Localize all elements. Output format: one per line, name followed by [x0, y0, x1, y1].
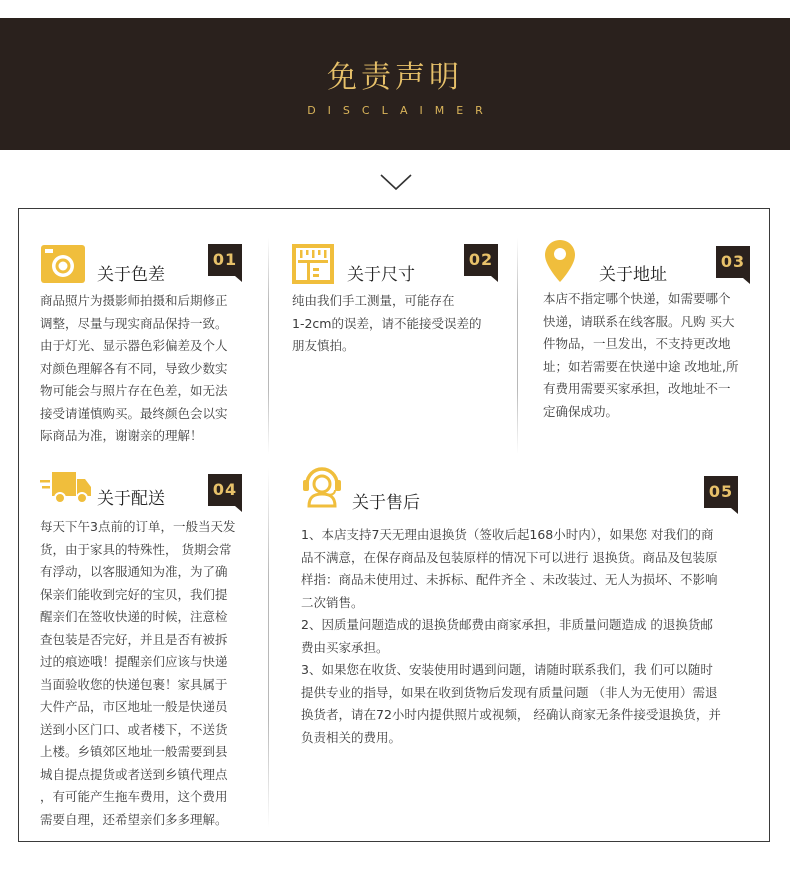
section-body — [292, 290, 507, 358]
body-line: 3、如果您在收货、安装使用时遇到问题，请随时联系我们，我 们可以随时 — [301, 662, 713, 677]
section-color-difference — [40, 244, 250, 444]
body-line: 查包装是否完好，并且是否有被拆 — [40, 631, 228, 647]
body-line: 城自提点提货或者送到乡镇代理点 — [40, 766, 228, 782]
section-delivery — [40, 470, 255, 830]
body-line: 过的痕迹哦！提醒亲们应该与快递 — [40, 654, 228, 669]
divider — [517, 238, 518, 454]
location-pin-icon — [543, 238, 577, 284]
body-line: 本店不指定哪个快递，如需要哪个 — [543, 291, 731, 306]
body-line: 费由买家承担。 — [301, 639, 389, 655]
ruler-icon — [292, 244, 334, 284]
page-subtitle: DISCLAIMER — [307, 104, 495, 117]
section-heading: 关于配送 — [97, 489, 165, 509]
section-heading: 关于售后 — [352, 493, 420, 513]
body-line: 定确保成功。 — [543, 403, 619, 419]
section-number-badge: 05 — [704, 476, 738, 508]
section-number-badge: 04 — [208, 474, 242, 506]
body-line: 负责相关的费用。 — [301, 729, 402, 745]
section-heading: 关于尺寸 — [347, 265, 415, 285]
body-line: 址；如若需要在快递中途 改地址,所 — [543, 358, 739, 374]
body-line: 有费用需要买家承担，改地址不一 — [543, 381, 731, 396]
body-line: 二次销售。 — [301, 594, 364, 610]
section-body — [301, 524, 756, 749]
body-line: 调整，尽量与现实商品保持一致。 — [40, 315, 228, 331]
section-body — [40, 290, 255, 448]
section-after-sales — [299, 462, 754, 762]
section-body — [543, 288, 758, 423]
body-line: 由于灯光、显示器色彩偏差及个人 — [40, 338, 228, 353]
header-banner — [0, 18, 790, 150]
section-size — [292, 244, 502, 444]
body-line: 有浮动，以客服通知为准，为了确 — [40, 564, 228, 579]
body-line: 醒亲们在签收快递的时候，注意检 — [40, 609, 228, 624]
body-line: 当面验收您的快递包裹！家具属于 — [40, 676, 228, 692]
body-line: 每天下午3点前的订单，一般当天发 — [40, 519, 236, 534]
section-number-badge: 02 — [464, 244, 498, 276]
body-line: 接受请谨慎购买。最终颜色会以实 — [40, 405, 228, 421]
customer-service-icon — [299, 462, 345, 508]
body-line: 送到小区门口、或者楼下，不送货 — [40, 721, 228, 737]
body-line: 上楼。乡镇郊区地址一般需要到县 — [40, 744, 228, 759]
body-line: 大件产品，市区地址一般是快递员 — [40, 699, 228, 714]
body-line: ，有可能产生拖车费用，这个费用 — [40, 789, 228, 804]
section-heading: 关于色差 — [97, 265, 165, 285]
section-heading: 关于地址 — [599, 265, 667, 285]
chevron-down-icon — [379, 172, 413, 192]
section-address — [543, 238, 758, 438]
body-line: 件物品，一旦发出，不支持更改地 — [543, 336, 731, 351]
body-line: 2、因质量问题造成的退换货邮费由商家承担，非质量问题造成 的退换货邮 — [301, 617, 713, 632]
body-line: 保亲们能收到完好的宝贝，我们提 — [40, 586, 228, 602]
body-line: 1、本店支持7天无理由退换货（签收后起168小时内），如果您 对我们的商 — [301, 527, 714, 542]
page-title: 免责声明 — [327, 60, 463, 95]
body-line: 朋友慎拍。 — [292, 338, 355, 353]
body-line: 换货者，请在72小时内提供照片或视频， 经确认商家无条件接受退换货，并 — [301, 707, 721, 722]
body-line: 1-2cm的误差，请不能接受误差的 — [292, 315, 482, 331]
body-line: 品不满意，在保存商品及包装原样的情况下可以进行 退换货。商品及包装原 — [301, 549, 718, 565]
body-line: 对颜色理解各有不同，导致少数实 — [40, 360, 228, 376]
divider — [268, 468, 269, 828]
body-line: 需要自理，还希望亲们多多理解。 — [40, 811, 228, 827]
body-line: 货，由于家具的特殊性， 货期会常 — [40, 541, 232, 557]
delivery-truck-icon — [40, 470, 92, 506]
body-line: 际商品为准，谢谢亲的理解！ — [40, 428, 203, 443]
body-line: 商品照片为摄影师拍摄和后期修正 — [40, 293, 228, 308]
camera-icon — [40, 244, 86, 284]
section-number-badge: 03 — [716, 246, 750, 278]
body-line: 提供专业的指导，如果在收到货物后发现有质量问题 （非人为无使用）需退 — [301, 684, 718, 700]
body-line: 纯由我们手工测量，可能存在 — [292, 293, 455, 308]
divider — [268, 238, 269, 454]
section-number-badge: 01 — [208, 244, 242, 276]
body-line: 物可能会与照片存在色差，如无法 — [40, 383, 228, 398]
body-line: 快递，请联系在线客服。凡购 买大 — [543, 313, 735, 329]
section-body — [40, 516, 255, 831]
body-line: 样指：商品未使用过、未拆标、配件齐全 、未改装过、无人为损坏、不影响 — [301, 572, 718, 587]
